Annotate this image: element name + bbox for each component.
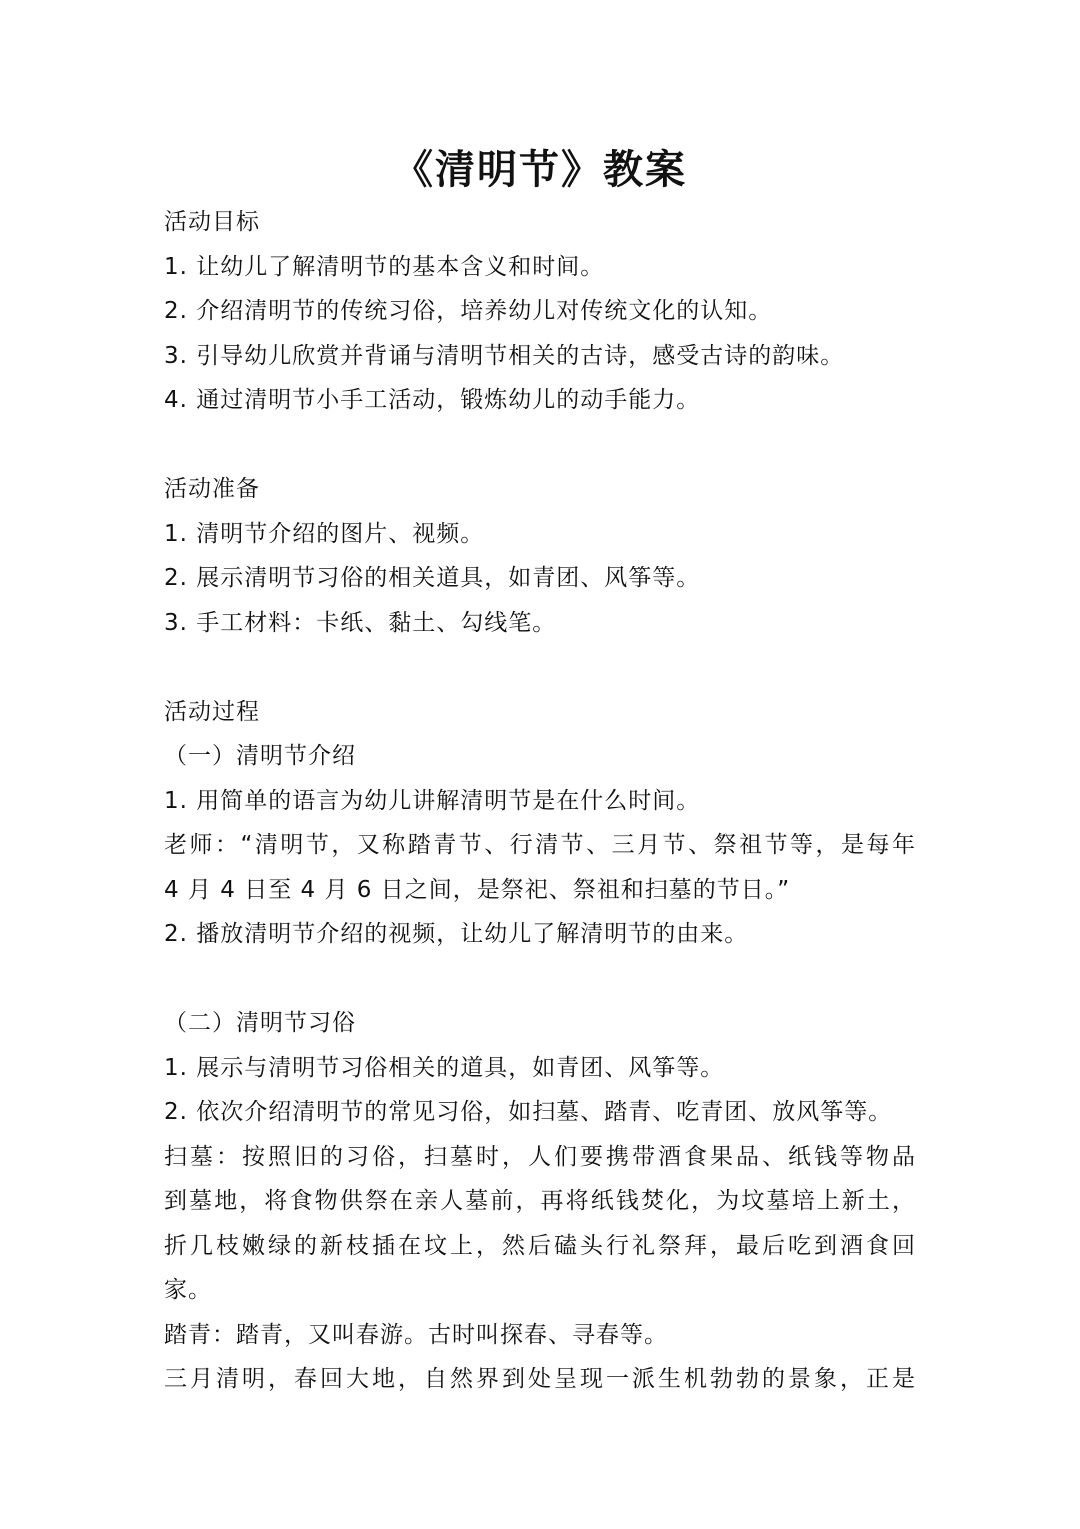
paragraph-gap: [164, 423, 924, 468]
goal-item: 2. 介绍清明节的传统习俗，培养幼儿对传统文化的认知。: [164, 298, 773, 324]
process-line: 4 月 4 日至 4 月 6 日之间，是祭祀、祭祖和扫墓的节日。”: [164, 876, 791, 903]
process-line: 踏青：踏青，又叫春游。古时叫探春、寻春等。: [164, 1321, 668, 1348]
process-line: 到墓地，将食物供祭在亲人墓前，再将纸钱焚化，为坟墓培上新土，: [164, 1188, 916, 1214]
document-body: [164, 200, 924, 1402]
subsection-heading-customs: （二）清明节习俗: [164, 1010, 356, 1036]
goal-item: 4. 通过清明节小手工活动，锻炼幼儿的动手能力。: [164, 387, 701, 413]
process-line: 2. 播放清明节介绍的视频，让幼儿了解清明节的由来。: [164, 921, 749, 947]
section-heading-process: 活动过程: [164, 698, 260, 725]
preparation-item: 3. 手工材料：卡纸、黏土、勾线笔。: [164, 609, 557, 636]
process-line: 1. 用简单的语言为幼儿讲解清明节是在什么时间。: [164, 787, 701, 814]
preparation-item: 2. 展示清明节习俗的相关道具，如青团、风筝等。: [164, 565, 701, 591]
process-line: 折几枝嫩绿的新枝插在坟上，然后磕头行礼祭拜，最后吃到酒食回: [164, 1232, 916, 1259]
process-line: 1. 展示与清明节习俗相关的道具，如青团、风筝等。: [164, 1054, 725, 1081]
goal-item: 3. 引导幼儿欣赏并背诵与清明节相关的古诗，感受古诗的韵味。: [164, 342, 845, 369]
goal-item: 1. 让幼儿了解清明节的基本含义和时间。: [164, 253, 605, 280]
section-heading-preparation: 活动准备: [164, 476, 260, 502]
paragraph-gap: [164, 957, 924, 1002]
process-line: 三月清明，春回大地，自然界到处呈现一派生机勃勃的景象，正是: [164, 1366, 916, 1392]
document-title: 《清明节》教案: [393, 147, 687, 193]
preparation-item: 1. 清明节介绍的图片、视频。: [164, 520, 485, 547]
process-line: 扫墓：按照旧的习俗，扫墓时，人们要携带酒食果品、纸钱等物品: [164, 1143, 916, 1170]
subsection-heading-intro: （一）清明节介绍: [164, 743, 356, 769]
paragraph-gap: [164, 645, 924, 690]
process-line: 家。: [164, 1277, 212, 1303]
section-heading-goals: 活动目标: [164, 209, 260, 235]
process-line: 2. 依次介绍清明节的常见习俗，如扫墓、踏青、吃青团、放风筝等。: [164, 1099, 893, 1125]
process-line: 老师：“清明节，又称踏青节、行清节、三月节、祭祖节等，是每年: [164, 832, 916, 858]
